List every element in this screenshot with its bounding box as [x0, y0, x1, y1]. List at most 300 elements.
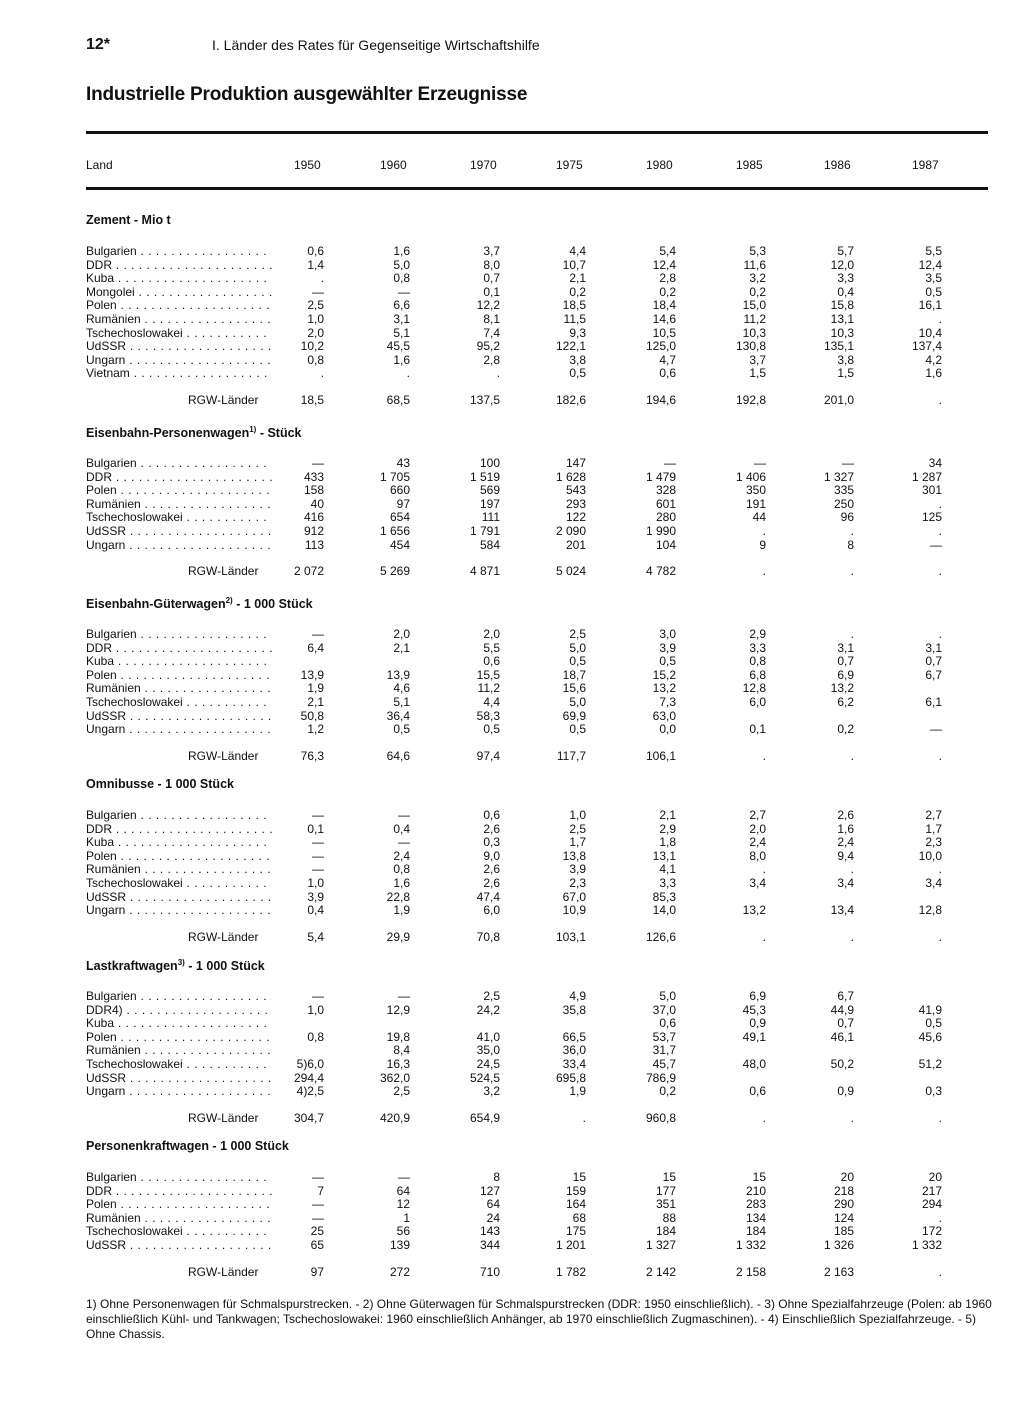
row-label: UdSSR . . .	[86, 891, 272, 905]
table-cell: 68	[572, 1210, 586, 1225]
table-cell: 13,9	[386, 667, 410, 682]
header-rule	[86, 187, 988, 190]
table-cell: 13,2	[652, 681, 676, 696]
table-cell: 3,9	[659, 640, 676, 655]
table-cell: 2,1	[307, 694, 324, 709]
row-label: Rumänien . . .	[86, 1212, 272, 1226]
table-row	[86, 1185, 990, 1199]
table-cell: 1 326	[823, 1237, 854, 1252]
table-cell: 12,4	[652, 257, 676, 272]
table-cell: 139	[389, 1237, 410, 1252]
total-cell: 272	[389, 1264, 410, 1279]
table-section	[86, 1139, 990, 1281]
table-cell: 1,7	[925, 821, 942, 836]
table-cell: 8,0	[749, 848, 766, 863]
table-cell: —	[398, 989, 410, 1003]
table-cell: 7,4	[483, 325, 500, 340]
table-cell: 0,7	[483, 271, 500, 286]
row-label: Bulgarien . . .	[86, 809, 272, 823]
table-cell: 7	[317, 1183, 324, 1198]
total-cell: 710	[479, 1264, 500, 1279]
table-cell: —	[398, 808, 410, 822]
total-row	[86, 562, 990, 580]
table-cell: 6,9	[837, 667, 854, 682]
column-header-land: Land	[86, 158, 113, 172]
row-label: DDR . . .	[86, 823, 272, 837]
table-cell: 335	[833, 483, 854, 498]
total-cell: .	[938, 392, 942, 407]
table-cell: 4,9	[569, 989, 586, 1003]
top-rule	[86, 131, 988, 134]
total-cell: 2 163	[823, 1264, 854, 1279]
table-cell: —	[398, 284, 410, 299]
total-cell: .	[762, 929, 766, 944]
row-label: Rumänien . . .	[86, 682, 272, 696]
table-cell: 15,6	[562, 681, 586, 696]
table-cell: 1 287	[911, 469, 942, 484]
table-cell: 2,3	[925, 835, 942, 850]
total-cell: .	[762, 564, 766, 579]
total-cell: 106,1	[645, 748, 676, 763]
table-row	[86, 836, 990, 850]
row-label: Bulgarien . . .	[86, 990, 272, 1004]
table-cell: 2,4	[749, 835, 766, 850]
table-row	[86, 1225, 990, 1239]
table-row	[86, 723, 990, 737]
table-cell: 294,4	[293, 1070, 324, 1085]
row-label: Ungarn . . .	[86, 723, 272, 737]
table-row	[86, 484, 990, 498]
table-cell: 45,6	[918, 1029, 942, 1044]
total-label: RGW-Länder	[188, 1264, 259, 1279]
table-cell: 2,1	[393, 640, 410, 655]
table-row	[86, 354, 990, 368]
table-cell: 66,5	[562, 1029, 586, 1044]
total-cell: 192,8	[735, 392, 766, 407]
table-cell: —	[312, 1170, 324, 1184]
table-cell: 0,5	[393, 722, 410, 737]
table-cell: 15	[752, 1170, 766, 1184]
total-cell: 64,6	[386, 748, 410, 763]
total-cell: 960,8	[645, 1110, 676, 1125]
table-cell: 158	[303, 483, 324, 498]
total-cell: .	[938, 1110, 942, 1125]
table-cell: 185	[833, 1224, 854, 1239]
row-label: Tschechoslowakei . . .	[86, 696, 272, 710]
section-title: Lastkraftwagen$^{3)}$ - 1 000 Stück	[86, 958, 265, 974]
table-cell: 100	[479, 456, 500, 470]
total-label: RGW-Länder	[188, 1110, 259, 1125]
table-cell: 217	[921, 1183, 942, 1198]
table-cell: 5,4	[659, 244, 676, 258]
table-cell: 0,5	[569, 654, 586, 669]
row-label: Polen . . .	[86, 850, 272, 864]
table-cell: 2,6	[483, 862, 500, 877]
table-cell: 8	[847, 537, 854, 552]
table-cell: 135,1	[823, 339, 854, 354]
table-cell: 660	[389, 483, 410, 498]
table-cell: 44	[752, 510, 766, 525]
table-cell: 2,7	[749, 808, 766, 822]
table-cell: 6,9	[749, 989, 766, 1003]
table-cell: 8,1	[483, 311, 500, 326]
table-cell: 197	[479, 496, 500, 511]
table-cell: 1,6	[393, 875, 410, 890]
table-cell: 1,9	[393, 903, 410, 918]
table-cell: 1 406	[735, 469, 766, 484]
row-label: UdSSR . . .	[86, 710, 272, 724]
table-cell: 184	[745, 1224, 766, 1239]
table-cell: 53,7	[652, 1029, 676, 1044]
table-cell: 6,4	[307, 640, 324, 655]
table-cell: 0,5	[569, 722, 586, 737]
table-row	[86, 272, 990, 286]
row-label: DDR . . .	[86, 1185, 272, 1199]
table-cell: 2,4	[837, 835, 854, 850]
table-cell: —	[312, 808, 324, 822]
table-cell: 2,4	[393, 848, 410, 863]
table-cell: —	[930, 722, 942, 737]
table-cell: 1 791	[469, 523, 500, 538]
table-cell: 41,0	[476, 1029, 500, 1044]
total-cell: .	[850, 929, 854, 944]
table-row	[86, 1171, 990, 1185]
table-cell: 130,8	[735, 339, 766, 354]
table-cell: 12,4	[918, 257, 942, 272]
table-cell: 1,6	[925, 366, 942, 381]
table-cell: 2,8	[659, 271, 676, 286]
table-row	[86, 809, 990, 823]
table-row	[86, 628, 990, 642]
table-cell: 15	[662, 1170, 676, 1184]
total-label: RGW-Länder	[188, 748, 259, 763]
total-cell: 18,5	[300, 392, 324, 407]
table-cell: 0,8	[393, 862, 410, 877]
table-cell: 0,8	[749, 654, 766, 669]
table-cell: 172	[921, 1224, 942, 1239]
row-label: Polen . . .	[86, 669, 272, 683]
table-row	[86, 511, 990, 525]
table-cell: 2,7	[925, 808, 942, 822]
table-cell: 31,7	[652, 1043, 676, 1058]
table-cell: 1,6	[393, 352, 410, 367]
table-cell: 6,7	[837, 989, 854, 1003]
table-cell: 0,6	[483, 654, 500, 669]
total-cell: 194,6	[645, 392, 676, 407]
table-cell: 3,9	[569, 862, 586, 877]
table-cell: 5,0	[569, 694, 586, 709]
table-row	[86, 710, 990, 724]
table-cell: 1,2	[307, 722, 324, 737]
table-cell: 10,3	[830, 325, 854, 340]
table-cell: 454	[389, 537, 410, 552]
total-cell: .	[938, 748, 942, 763]
table-cell: 4,6	[393, 681, 410, 696]
table-cell: .	[320, 271, 324, 286]
table-cell: 0,2	[837, 722, 854, 737]
total-cell: .	[850, 1110, 854, 1125]
table-cell: 351	[655, 1197, 676, 1212]
row-label: Polen . . .	[86, 1198, 272, 1212]
table-cell: .	[938, 496, 942, 511]
total-cell: 1 782	[555, 1264, 586, 1279]
total-row	[86, 928, 990, 946]
total-row	[86, 747, 990, 765]
table-cell: 10,9	[562, 903, 586, 918]
table-cell: 147	[565, 456, 586, 470]
table-cell: 3,3	[837, 271, 854, 286]
total-cell: .	[938, 1264, 942, 1279]
table-cell: 1,5	[837, 366, 854, 381]
total-cell: .	[938, 929, 942, 944]
table-cell: 1,0	[569, 808, 586, 822]
table-cell: 201	[565, 537, 586, 552]
row-label: Rumänien . . .	[86, 1044, 272, 1058]
row-label: Bulgarien . . .	[86, 628, 272, 642]
total-cell: 2 072	[293, 564, 324, 579]
row-label: Ungarn . . .	[86, 539, 272, 553]
table-cell: 0,5	[925, 284, 942, 299]
table-cell: 1,6	[393, 244, 410, 258]
footnote-marker: 2)	[225, 596, 233, 605]
table-cell: 4,7	[659, 352, 676, 367]
table-cell: 0,9	[837, 1084, 854, 1099]
table-cell: .	[762, 523, 766, 538]
table-row	[86, 682, 990, 696]
row-label: Tschechoslowakei . . .	[86, 1058, 272, 1072]
table-cell: 2,8	[483, 352, 500, 367]
table-cell: 5,0	[569, 640, 586, 655]
table-cell: 13,9	[300, 667, 324, 682]
table-row	[86, 1031, 990, 1045]
table-row	[86, 245, 990, 259]
table-cell: 4,1	[659, 862, 676, 877]
table-cell: 6,0	[749, 694, 766, 709]
table-cell: 67,0	[562, 889, 586, 904]
table-cell: 11,5	[563, 311, 586, 326]
table-cell: 0,1	[749, 722, 766, 737]
table-row	[86, 498, 990, 512]
table-cell: 6,0	[483, 903, 500, 918]
table-cell: 3,2	[483, 1084, 500, 1099]
table-cell: 0,0	[659, 722, 676, 737]
table-cell: 10,5	[652, 325, 676, 340]
row-label: Bulgarien . . .	[86, 245, 272, 259]
column-header-year: 1980	[646, 158, 673, 172]
table-cell: 433	[303, 469, 324, 484]
table-cell: 35,0	[476, 1043, 500, 1058]
table-cell: 1,0	[307, 875, 324, 890]
row-label: DDR . . .	[86, 642, 272, 656]
table-cell: 3,1	[393, 311, 410, 326]
table-cell: 0,4	[837, 284, 854, 299]
table-cell: .	[320, 366, 324, 381]
table-cell: 290	[833, 1197, 854, 1212]
table-cell: 88	[662, 1210, 676, 1225]
table-cell: 1,4	[307, 257, 324, 272]
table-cell: 37,0	[652, 1002, 676, 1017]
table-cell: 16,3	[386, 1056, 410, 1071]
total-row	[86, 1109, 990, 1127]
table-cell: 4)2,5	[296, 1084, 324, 1099]
section-title: Eisenbahn-Güterwagen$^{2)}$ - 1 000 Stück	[86, 596, 313, 612]
table-row	[86, 877, 990, 891]
table-row	[86, 863, 990, 877]
table-cell: 13,1	[830, 311, 854, 326]
section-title: Omnibusse - 1 000 Stück	[86, 777, 234, 791]
table-cell: 2,1	[659, 808, 676, 822]
running-title: I. Länder des Rates für Gegenseitige Wirtschaftshilfe	[212, 37, 540, 53]
total-label: RGW-Länder	[188, 392, 259, 407]
total-cell: 304,7	[293, 1110, 324, 1125]
table-cell: 543	[565, 483, 586, 498]
total-row	[86, 391, 990, 409]
table-cell: 22,8	[386, 889, 410, 904]
table-cell: 0,6	[749, 1084, 766, 1099]
table-cell: 15,0	[742, 298, 766, 313]
table-cell: 6,6	[393, 298, 410, 313]
table-cell: 45,5	[386, 339, 410, 354]
table-cell: 1 519	[469, 469, 500, 484]
table-cell: 584	[479, 537, 500, 552]
total-cell: 201,0	[823, 392, 854, 407]
table-cell: 350	[745, 483, 766, 498]
table-cell: 695,8	[555, 1070, 586, 1085]
table-row	[86, 525, 990, 539]
table-row	[86, 655, 990, 669]
table-cell: 1 327	[823, 469, 854, 484]
table-cell: —	[664, 456, 676, 470]
table-cell: 7,3	[659, 694, 676, 709]
table-cell: 2,0	[393, 627, 410, 641]
table-cell: 2,6	[483, 875, 500, 890]
total-cell: 68,5	[386, 392, 410, 407]
table-section	[86, 777, 990, 946]
row-label: Kuba . . .	[86, 836, 272, 850]
table-cell: 12,0	[830, 257, 854, 272]
total-cell: 117,7	[556, 748, 586, 763]
total-cell: 5,4	[307, 929, 324, 944]
table-cell: 0,7	[837, 1016, 854, 1031]
table-cell: 50,2	[830, 1056, 854, 1071]
table-cell: 0,4	[393, 821, 410, 836]
table-cell: 786,9	[645, 1070, 676, 1085]
table-row	[86, 891, 990, 905]
table-cell: 6,7	[925, 667, 942, 682]
table-cell: 125	[921, 510, 942, 525]
table-cell: 3,1	[925, 640, 942, 655]
row-label: Rumänien . . .	[86, 863, 272, 877]
table-cell: 2,5	[307, 298, 324, 313]
footnotes: 1) Ohne Personenwagen für Schmalspurstrecken. - 2) Ohne Güterwagen für Schmalspurstrecken (DDR: 1950 einschließlich). - 3) Ohne Spezialfahrzeuge (Polen: ab 1960 einschließlich Kühl- und Tankwagen; Tschechoslowakei: 1960 einschließlich Anhänger, ab 1970 einschließlich Zugmaschinen). - 4) Einschließlich Spezialfahrzeuge. - 5) Ohne Chassis.	[86, 1297, 992, 1341]
total-cell: 182,6	[555, 392, 586, 407]
total-cell: 5 269	[379, 564, 410, 579]
table-cell: 2,6	[483, 821, 500, 836]
total-cell: 2 158	[735, 1264, 766, 1279]
table-cell: 65	[310, 1237, 324, 1252]
page-title: Industrielle Produktion ausgewählter Erzeugnisse	[86, 84, 528, 105]
table-cell: —	[312, 862, 324, 877]
table-cell: 18,5	[562, 298, 586, 313]
table-cell: 13,1	[652, 848, 676, 863]
table-cell: 3,3	[749, 640, 766, 655]
table-cell: .	[850, 523, 854, 538]
footnote-marker: 3)	[177, 958, 185, 967]
total-label: RGW-Länder	[188, 929, 259, 944]
column-header-year: 1960	[380, 158, 407, 172]
row-label: Ungarn . . .	[86, 904, 272, 918]
table-cell: 18,7	[562, 667, 586, 682]
table-cell: 2,3	[569, 875, 586, 890]
table-cell: 10,0	[918, 848, 942, 863]
table-cell: 0,6	[307, 244, 324, 258]
table-row	[86, 990, 990, 1004]
table-cell: .	[762, 862, 766, 877]
row-label: UdSSR . . .	[86, 1072, 272, 1086]
row-label: Tschechoslowakei . . .	[86, 327, 272, 341]
table-cell: 11,2	[477, 681, 500, 696]
column-header-year: 1986	[824, 158, 851, 172]
total-cell: 4 871	[469, 564, 500, 579]
table-cell: 293	[565, 496, 586, 511]
table-cell: 1	[403, 1210, 410, 1225]
table-cell: 134	[745, 1210, 766, 1225]
table-cell: 8,0	[483, 257, 500, 272]
page-header	[86, 36, 540, 54]
page-number: 12*	[86, 36, 111, 53]
row-label: Tschechoslowakei . . .	[86, 1225, 272, 1239]
table-cell: 122	[565, 510, 586, 525]
table-cell: 2,1	[569, 271, 586, 286]
table-cell: 5,7	[837, 244, 854, 258]
table-cell: 36,0	[562, 1043, 586, 1058]
row-label: Mongolei . . .	[86, 286, 272, 300]
table-cell: 3,8	[837, 352, 854, 367]
table-cell: 9,3	[569, 325, 586, 340]
table-cell: 20	[840, 1170, 854, 1184]
table-cell: .	[850, 862, 854, 877]
table-cell: .	[938, 523, 942, 538]
row-label: Polen . . .	[86, 1031, 272, 1045]
table-section	[86, 425, 990, 580]
total-cell: 70,8	[476, 929, 500, 944]
table-cell: 122,1	[555, 339, 586, 354]
table-cell: 15	[572, 1170, 586, 1184]
table-cell: 45,7	[652, 1056, 676, 1071]
total-label: RGW-Länder	[188, 564, 259, 579]
table-cell: —	[398, 1170, 410, 1184]
table-cell: 294	[921, 1197, 942, 1212]
table-cell: 48,0	[742, 1056, 766, 1071]
table-cell: 5,0	[659, 989, 676, 1003]
table-row	[86, 850, 990, 864]
table-row	[86, 286, 990, 300]
table-cell: 25	[310, 1224, 324, 1239]
table-cell: .	[938, 627, 942, 641]
row-label: Rumänien . . .	[86, 313, 272, 327]
total-cell: 29,9	[386, 929, 410, 944]
column-header-year: 1975	[556, 158, 583, 172]
table-cell: .	[406, 366, 410, 381]
table-cell: 41,9	[918, 1002, 942, 1017]
table-cell: 14,0	[652, 903, 676, 918]
table-cell: 0,2	[749, 284, 766, 299]
column-header-year: 1950	[294, 158, 321, 172]
total-cell: 4 782	[645, 564, 676, 579]
table-cell: 12,9	[386, 1002, 410, 1017]
row-label: DDR . . .	[86, 259, 272, 273]
table-row	[86, 340, 990, 354]
